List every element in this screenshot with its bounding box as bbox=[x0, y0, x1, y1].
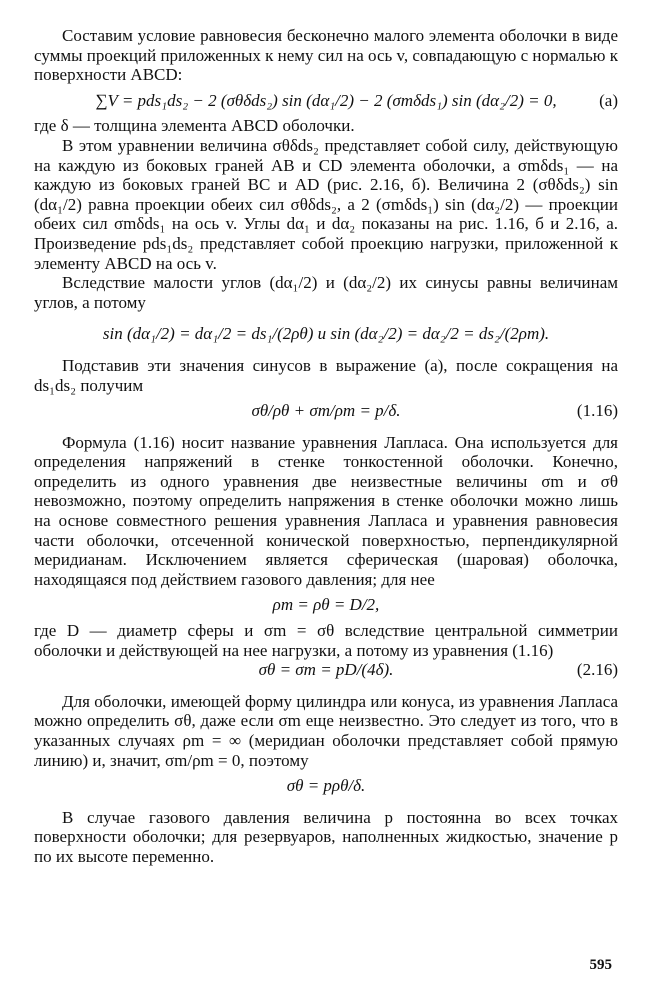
equation-1-16-label: (1.16) bbox=[576, 401, 618, 421]
equation-rho-expression: ρm = ρθ = D/2, bbox=[272, 595, 380, 615]
equation-sigma-theta-expression: σθ = pρθ/δ. bbox=[286, 776, 366, 796]
equation-a-expression: ∑V = pds₁ds₂ − 2 (σθδds₂) sin (dα₁/2) − 2 (σmδds₁) sin (dα₂/2) = 0, bbox=[95, 90, 557, 110]
paragraph-delta-definition: где δ — толщина элемента ABCD оболочки. bbox=[34, 116, 355, 136]
equation-1-16-expression: σθ/ρθ + σm/ρm = p/δ. bbox=[251, 401, 401, 421]
equation-1-16 bbox=[34, 401, 618, 421]
equation-sines bbox=[34, 324, 618, 344]
paragraph-cylinder-cone: Для оболочки, имеющей форму цилиндра или конуса, из уравнения Лапласа можно определить σθ, даже если σm еще неизвестно. Это следует из того, что в указанных случаях ρm = ∞ (меридиан оболочки представляет собой прямую линию) и, значит, σm/ρm = 0, поэтому bbox=[34, 691, 618, 770]
equation-2-16-expression: σθ = σm = pD/(4δ). bbox=[258, 660, 394, 680]
paragraph-gas-pressure: В случае газового давления величина p постоянна во всех точках поверхности оболочки; для резервуаров, наполненных жидкостью, значение p по их высоте переменно. bbox=[34, 807, 618, 866]
paragraph-forces: В этом уравнении величина σθδds₂ представляет собой силу, действующую на каждую из боковых граней AB и CD элемента оболочки, а σmδds₁ — на каждую из боковых граней BC и AD (рис. 2.16, б). Величина 2 (σθδds₂) sin (dα₁/2) равна проекции обеих сил σθδds₂, а 2 (σmδds₁) sin (dα₂/2) — проекции обеих сил σmδds₁ на ось v. Углы dα₁ и dα₂ показаны на рис. 1.16, б и 2.16, а. Произведение pds₁ds₂ представляет собой проекцию нагрузки, приложенной к элементу ABCD на ось v. bbox=[34, 135, 618, 273]
equation-2-16-label: (2.16) bbox=[576, 660, 618, 680]
paragraph-sphere: где D — диаметр сферы и σm = σθ вследствие центральной симметрии оболочки и действующей на нее нагрузки, а потому из уравнения (1.16) bbox=[34, 621, 618, 660]
page-number: 595 bbox=[589, 957, 612, 973]
equation-a-label: (а) bbox=[599, 90, 618, 110]
paragraph-substitution: Подставив эти значения синусов в выражение (а), после сокращения на ds₁ds₂ получим bbox=[34, 355, 618, 395]
equation-2-16 bbox=[34, 660, 618, 680]
equation-sines-expression: sin (dα₁/2) = dα₁/2 = ds₁/(2ρθ) и sin (dα₂/2) = dα₂/2 = ds₂/(2ρm). bbox=[102, 324, 550, 344]
equation-rho bbox=[34, 595, 618, 615]
paragraph-laplace: Формула (1.16) носит название уравнения Лапласа. Она используется для определения напряжений в стенке тонкостенной оболочки. Конечно, определить из одного уравнения две неизвестные величины σm и σθ невозможно, поэтому определить напряжения в стенке оболочки можно лишь на основе совместного решения уравнения Лапласа и уравнения равновесия части оболочки, отсеченной конической поверхностью, перпендикулярной меридианам. Исключением является сферическая (шаровая) оболочка, находящаяся под действием газового давления; для нее bbox=[34, 432, 618, 589]
equation-sigma-theta bbox=[34, 776, 618, 796]
equation-a bbox=[34, 91, 618, 111]
paragraph-intro: Составим условие равновесия бесконечно малого элемента оболочки в виде суммы проекций приложенных к нему сил на ось v, совпадающую с нормалью к поверхности ABCD: bbox=[34, 26, 618, 85]
paragraph-small-angles: Вследствие малости углов (dα₁/2) и (dα₂/2) их синусы равны величинам углов, а потому bbox=[34, 273, 618, 312]
